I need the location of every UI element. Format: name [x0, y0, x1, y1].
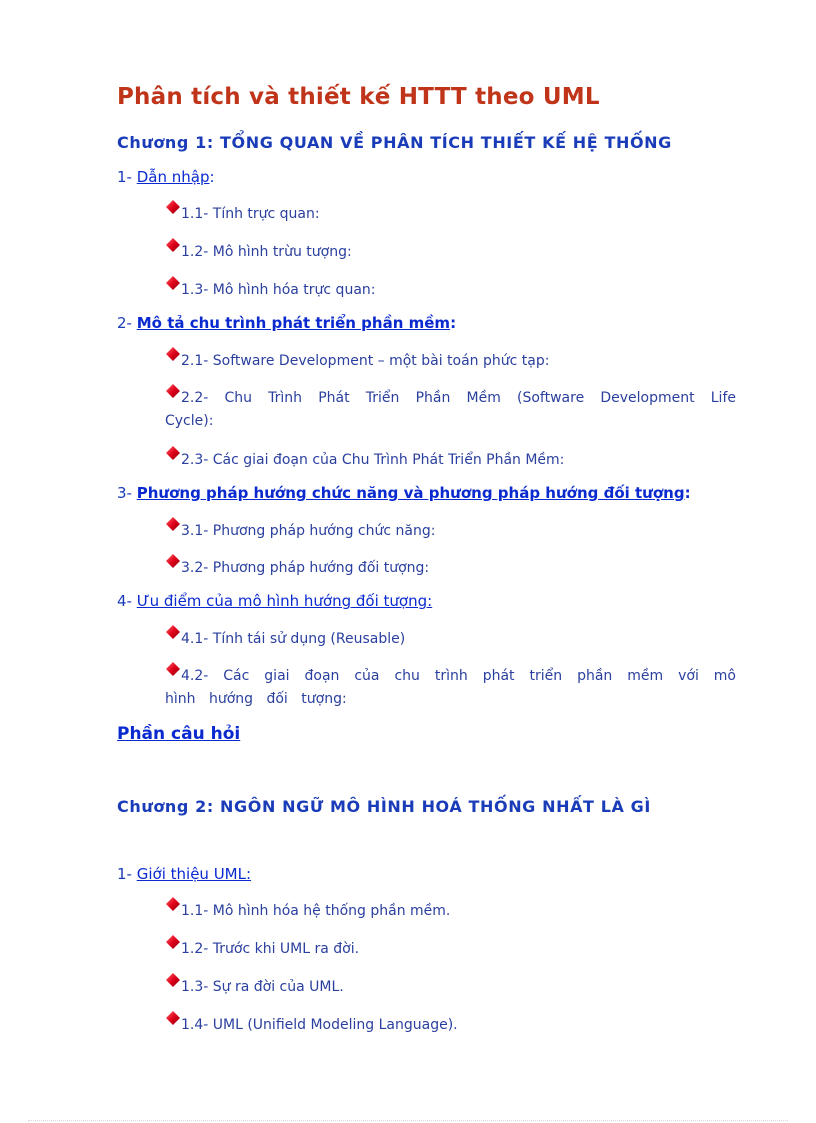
- list-item: [165, 978, 736, 995]
- red-diamond-bullet-icon: [165, 1016, 181, 1030]
- section-link-chu-trinh[interactable]: Mô tả chu trình phát triển phần mềm: [136, 314, 451, 332]
- document-title: Phân tích và thiết kế HTTT theo UML: [117, 84, 600, 110]
- section-1-3: [117, 484, 691, 502]
- item-text: 1.1- Mô hình hóa hệ thống phần mềm.: [181, 903, 451, 919]
- list-item: [165, 522, 736, 539]
- red-diamond-bullet-icon: [165, 451, 181, 465]
- red-diamond-bullet-icon: [165, 389, 181, 403]
- list-item: [165, 559, 736, 576]
- red-diamond-bullet-icon: [165, 630, 181, 644]
- item-text: 1.1- Tính trực quan:: [181, 206, 320, 222]
- section-link-dan-nhap[interactable]: Dẫn nhập: [136, 168, 210, 186]
- list-item: [165, 281, 736, 298]
- list-item: [165, 243, 736, 260]
- section-number: 1-: [117, 865, 137, 883]
- list-item: [165, 451, 736, 468]
- page-bottom-divider: [28, 1120, 788, 1121]
- section-number: 1-: [117, 168, 137, 186]
- chapter-2-heading: Chương 2: NGÔN NGỮ MÔ HÌNH HOÁ THỐNG NHẤT LÀ GÌ: [117, 797, 651, 816]
- section-number: 2-: [117, 314, 137, 332]
- item-text: 2.1- Software Development – một bài toán phức tạp:: [181, 353, 550, 369]
- red-diamond-bullet-icon: [165, 352, 181, 366]
- list-item: [165, 205, 736, 222]
- section-colon: :: [450, 314, 457, 332]
- red-diamond-bullet-icon: [165, 559, 181, 573]
- section-2-1: [117, 865, 251, 883]
- section-colon: :: [684, 484, 691, 502]
- section-link-uu-diem[interactable]: Ưu điểm của mô hình hướng đối tượng:: [136, 592, 433, 610]
- item-text: 1.4- UML (Unifield Modeling Language).: [181, 1017, 458, 1033]
- section-colon: :: [209, 168, 215, 186]
- chapter-1-heading: Chương 1: TỔNG QUAN VỀ PHÂN TÍCH THIẾT KẾ HỆ THỐNG: [117, 133, 672, 152]
- list-item: [165, 352, 736, 369]
- section-link-gioi-thieu-uml[interactable]: Giới thiệu UML:: [136, 865, 252, 883]
- section-number: 3-: [117, 484, 137, 502]
- red-diamond-bullet-icon: [165, 281, 181, 295]
- questions-link[interactable]: Phần câu hỏi: [117, 724, 241, 744]
- red-diamond-bullet-icon: [165, 243, 181, 257]
- red-diamond-bullet-icon: [165, 940, 181, 954]
- red-diamond-bullet-icon: [165, 667, 181, 681]
- item-text: 1.2- Trước khi UML ra đời.: [181, 941, 360, 957]
- item-text: 2.3- Các giai đoạn của Chu Trình Phát Triển Phần Mềm:: [181, 452, 565, 468]
- section-1-1: [117, 168, 215, 186]
- section-1-4: [117, 592, 432, 610]
- red-diamond-bullet-icon: [165, 205, 181, 219]
- red-diamond-bullet-icon: [165, 522, 181, 536]
- list-item: [165, 630, 736, 647]
- red-diamond-bullet-icon: [165, 978, 181, 992]
- section-1-2: [117, 314, 456, 332]
- item-text: 1.3- Mô hình hóa trực quan:: [181, 282, 376, 298]
- item-text: 1.2- Mô hình trừu tượng:: [181, 244, 352, 260]
- section-number: 4-: [117, 592, 137, 610]
- item-text: 1.3- Sự ra đời của UML.: [181, 979, 344, 995]
- list-item: [165, 940, 736, 957]
- red-diamond-bullet-icon: [165, 902, 181, 916]
- list-item: [165, 902, 736, 919]
- item-text: 4.1- Tính tái sử dụng (Reusable): [181, 631, 406, 647]
- list-item: [165, 387, 736, 433]
- item-text: 2.2- Chu Trình Phát Triển Phần Mềm (Software Development Life Cycle):: [165, 390, 736, 429]
- list-item: [165, 665, 736, 711]
- item-text: 4.2- Các giai đoạn của chu trình phát triển phần mềm với mô hình hướng đối tượng:: [165, 668, 736, 707]
- item-text: 3.1- Phương pháp hướng chức năng:: [181, 523, 436, 539]
- list-item: [165, 1016, 736, 1033]
- section-link-phuong-phap[interactable]: Phương pháp hướng chức năng và phương pháp hướng đối tượng: [136, 484, 685, 502]
- item-text: 3.2- Phương pháp hướng đối tượng:: [181, 560, 430, 576]
